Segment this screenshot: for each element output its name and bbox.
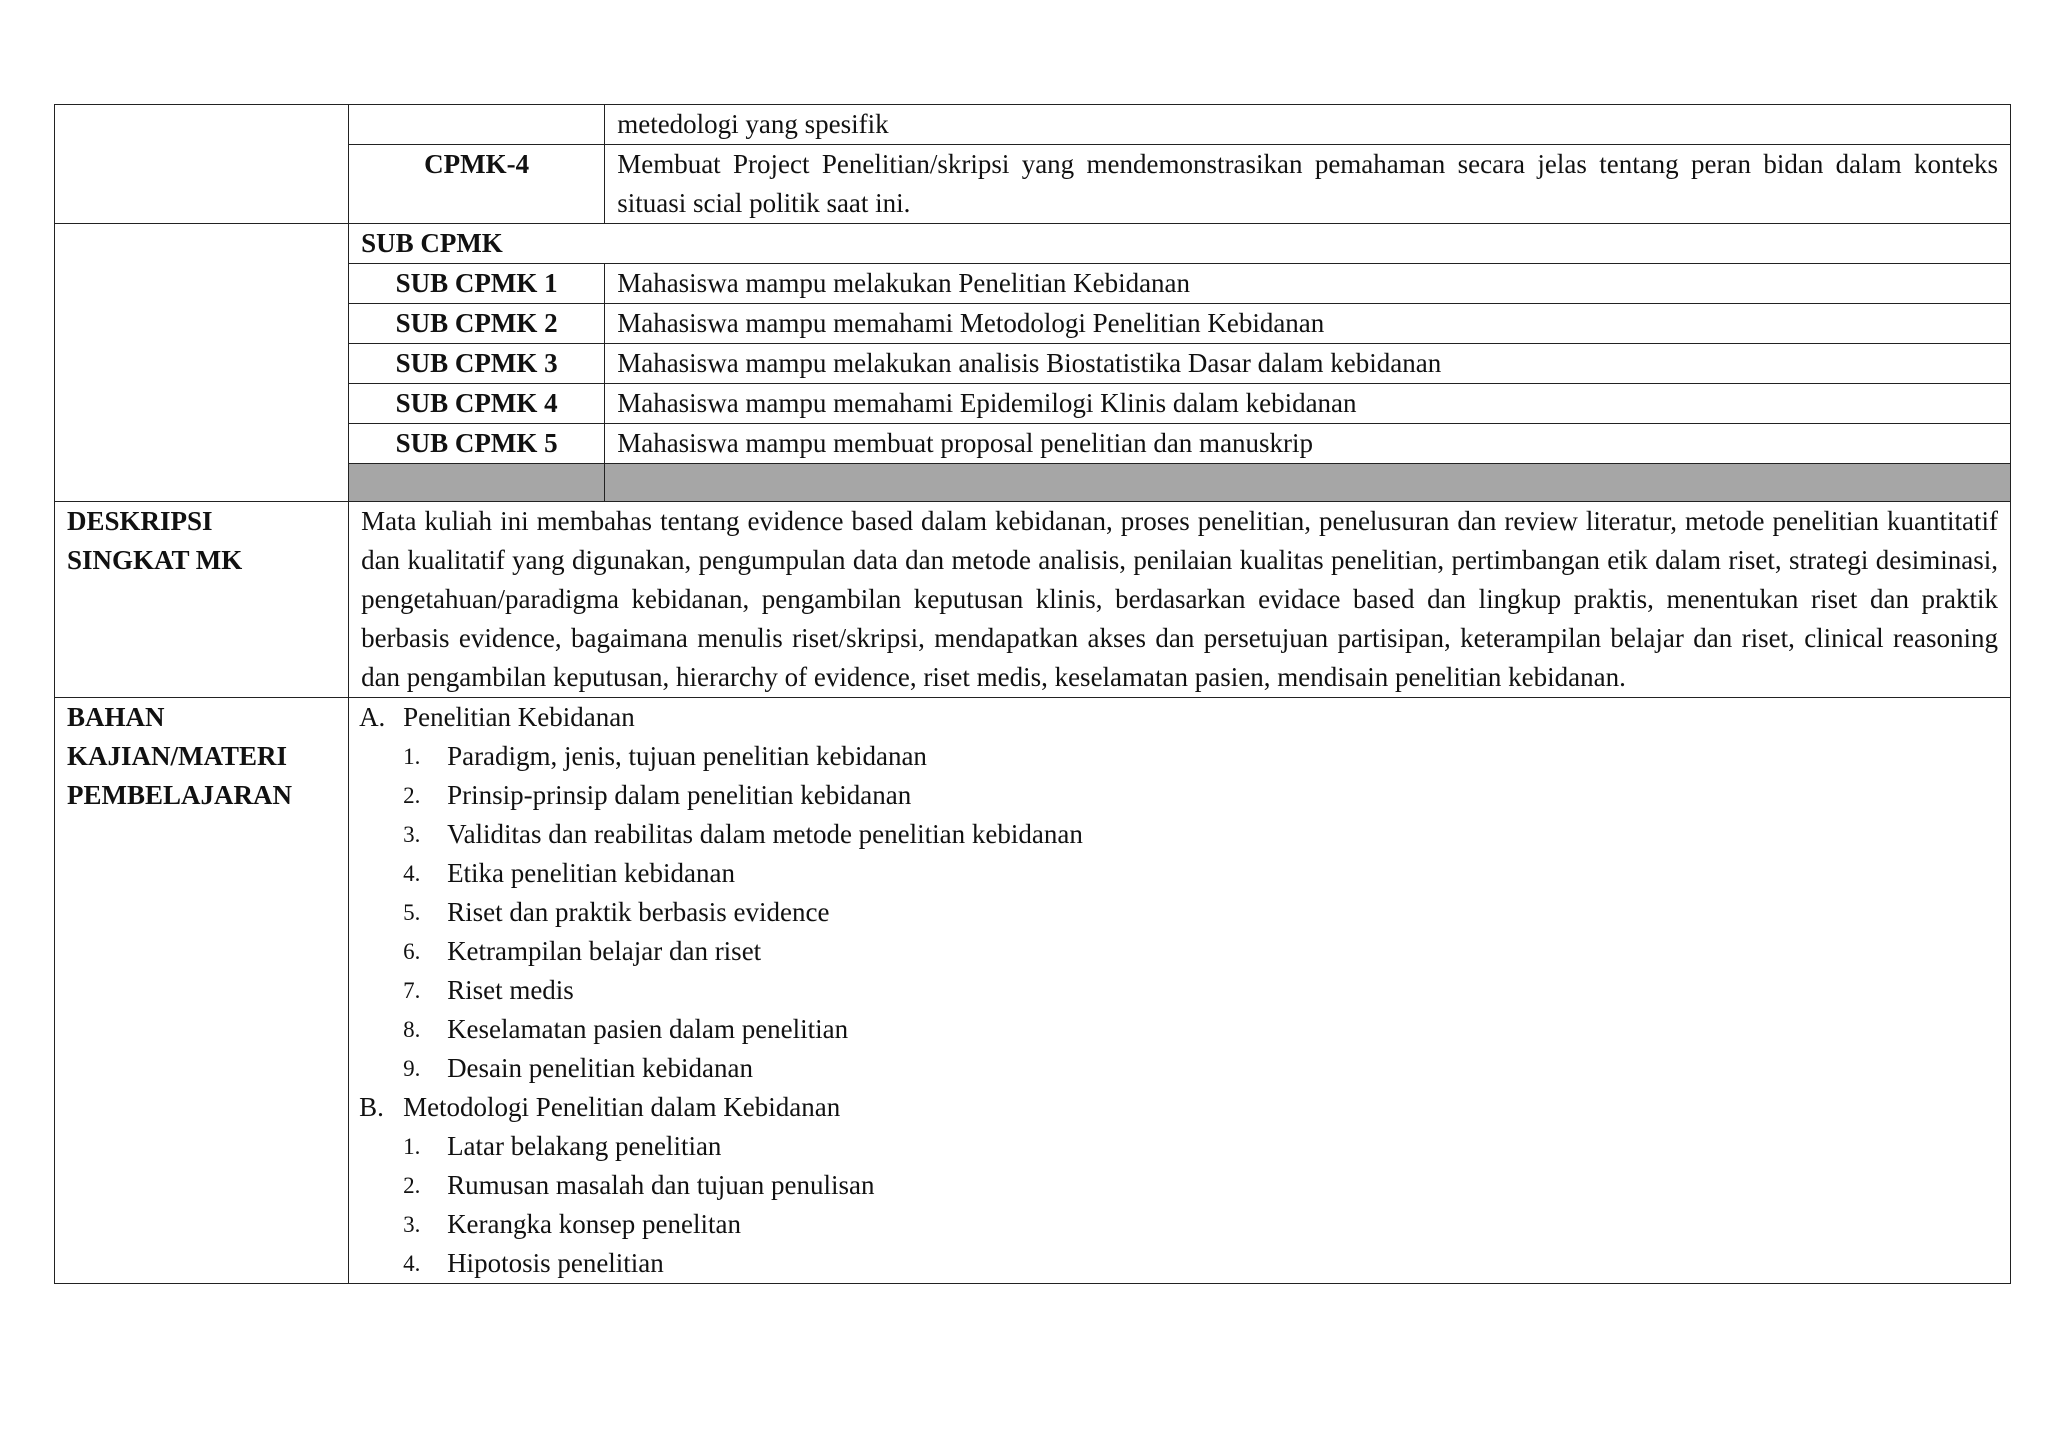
list-text: Riset medis	[447, 975, 574, 1005]
table-row	[55, 424, 2011, 464]
sub-cpmk-label: SUB CPMK 3	[349, 344, 605, 384]
bahan-label	[55, 698, 349, 1284]
list-number: 4.	[403, 861, 421, 886]
list-item	[403, 971, 1998, 1010]
deskripsi-label	[55, 502, 349, 698]
list-item	[403, 1127, 1998, 1166]
table-row	[55, 464, 2011, 502]
sub-cpmk-text: Mahasiswa mampu melakukan Penelitian Kebidanan	[605, 264, 2011, 304]
rps-table	[54, 104, 2011, 1284]
table-row	[55, 145, 2011, 224]
gray-cell	[349, 464, 605, 502]
sub-cpmk-label: SUB CPMK 5	[349, 424, 605, 464]
list-item	[403, 1049, 1998, 1088]
bahan-content	[349, 698, 2011, 1284]
empty-cell	[55, 105, 349, 224]
list-item	[403, 1010, 1998, 1049]
list-text: Prinsip-prinsip dalam penelitian kebidanan	[447, 780, 912, 810]
cpmk4-label: CPMK-4	[349, 145, 605, 224]
list-number: 7.	[403, 978, 421, 1003]
sub-cpmk-text: Mahasiswa mampu memahami Epidemilogi Klinis dalam kebidanan	[605, 384, 2011, 424]
sub-cpmk-label: SUB CPMK 4	[349, 384, 605, 424]
list-item	[403, 1244, 1998, 1283]
continuation-text: metedologi yang spesifik	[605, 105, 2011, 145]
list-number: 5.	[403, 900, 421, 925]
sub-cpmk-text: Mahasiswa mampu membuat proposal penelitian dan manuskrip	[605, 424, 2011, 464]
table-row	[55, 224, 2011, 264]
table-row	[55, 384, 2011, 424]
list-text: Hipotosis penelitian	[447, 1248, 664, 1278]
sub-cpmk-label: SUB CPMK 2	[349, 304, 605, 344]
section-letter: A.	[359, 702, 386, 732]
list-text: Desain penelitian kebidanan	[447, 1053, 753, 1083]
list-text: Paradigm, jenis, tujuan penelitian kebidanan	[447, 741, 927, 771]
list-number: 1.	[403, 744, 421, 769]
deskripsi-text: Mata kuliah ini membahas tentang evidence based dalam kebidanan, proses penelitian, penelusuran dan review literatur, metode penelitian kuantitatif dan kualitatif yang digunakan, pengumpulan data dan metode analisis, penilaian kualitas penelitian, pertimbangan etik dalam riset, strategi desiminasi, pengetahuan/paradigma kebidanan, pengambilan keputusan klinis, berdasarkan evidace based dan lingkup praktis, menentukan riset dan praktik berbasis evidence, bagaimana menulis riset/skripsi, mendapatkan akses dan persetujuan partisipan, keterampilan belajar dan riset, clinical reasoning dan pengambilan keputusan, hierarchy of evidence, riset medis, keselamatan pasien, mendisain penelitian kebidanan.	[349, 502, 2011, 698]
list-number: 1.	[403, 1134, 421, 1159]
section-title: Penelitian Kebidanan	[403, 702, 635, 732]
table-row	[55, 304, 2011, 344]
sub-cpmk-text: Mahasiswa mampu melakukan analisis Biostatistika Dasar dalam kebidanan	[605, 344, 2011, 384]
list-item	[403, 1166, 1998, 1205]
list-number: 2.	[403, 783, 421, 808]
section-heading	[359, 698, 1998, 737]
section-title: Metodologi Penelitian dalam Kebidanan	[403, 1092, 841, 1122]
list-item	[403, 776, 1998, 815]
table-row	[55, 105, 2011, 145]
list-number: 2.	[403, 1173, 421, 1198]
label-line: BAHAN	[67, 702, 165, 732]
list-text: Etika penelitian kebidanan	[447, 858, 735, 888]
table-row	[55, 502, 2011, 698]
list-item	[403, 854, 1998, 893]
list-number: 3.	[403, 1212, 421, 1237]
list-number: 3.	[403, 822, 421, 847]
label-line: PEMBELAJARAN	[67, 780, 293, 810]
list-item	[403, 932, 1998, 971]
empty-cell	[55, 224, 349, 502]
table-row	[55, 344, 2011, 384]
list-number: 8.	[403, 1017, 421, 1042]
cpmk4-text: Membuat Project Penelitian/skripsi yang mendemonstrasikan pemahaman secara jelas tentang peran bidan dalam konteks situasi scial politik saat ini.	[605, 145, 2011, 224]
sub-cpmk-header: SUB CPMK	[349, 224, 2011, 264]
section-heading	[359, 1088, 1998, 1127]
list-number: 4.	[403, 1251, 421, 1276]
list-item	[403, 737, 1998, 776]
list-number: 6.	[403, 939, 421, 964]
sub-cpmk-text: Mahasiswa mampu memahami Metodologi Penelitian Kebidanan	[605, 304, 2011, 344]
list-text: Validitas dan reabilitas dalam metode penelitian kebidanan	[447, 819, 1083, 849]
table-row	[55, 698, 2011, 1284]
section-list	[359, 737, 1998, 1088]
list-item	[403, 815, 1998, 854]
list-item	[403, 893, 1998, 932]
label-line: SINGKAT MK	[67, 545, 243, 575]
empty-cell	[349, 105, 605, 145]
list-text: Ketrampilan belajar dan riset	[447, 936, 762, 966]
table-row	[55, 264, 2011, 304]
section-list	[359, 1127, 1998, 1283]
list-text: Riset dan praktik berbasis evidence	[447, 897, 830, 927]
list-item	[403, 1205, 1998, 1244]
list-number: 9.	[403, 1056, 421, 1081]
document-page	[54, 104, 2011, 1284]
gray-cell	[605, 464, 2011, 502]
label-line: DESKRIPSI	[67, 506, 213, 536]
list-text: Latar belakang penelitian	[447, 1131, 722, 1161]
list-text: Keselamatan pasien dalam penelitian	[447, 1014, 849, 1044]
label-line: KAJIAN/MATERI	[67, 741, 288, 771]
list-text: Rumusan masalah dan tujuan penulisan	[447, 1170, 875, 1200]
list-text: Kerangka konsep penelitan	[447, 1209, 741, 1239]
sub-cpmk-label: SUB CPMK 1	[349, 264, 605, 304]
section-letter: B.	[359, 1092, 384, 1122]
